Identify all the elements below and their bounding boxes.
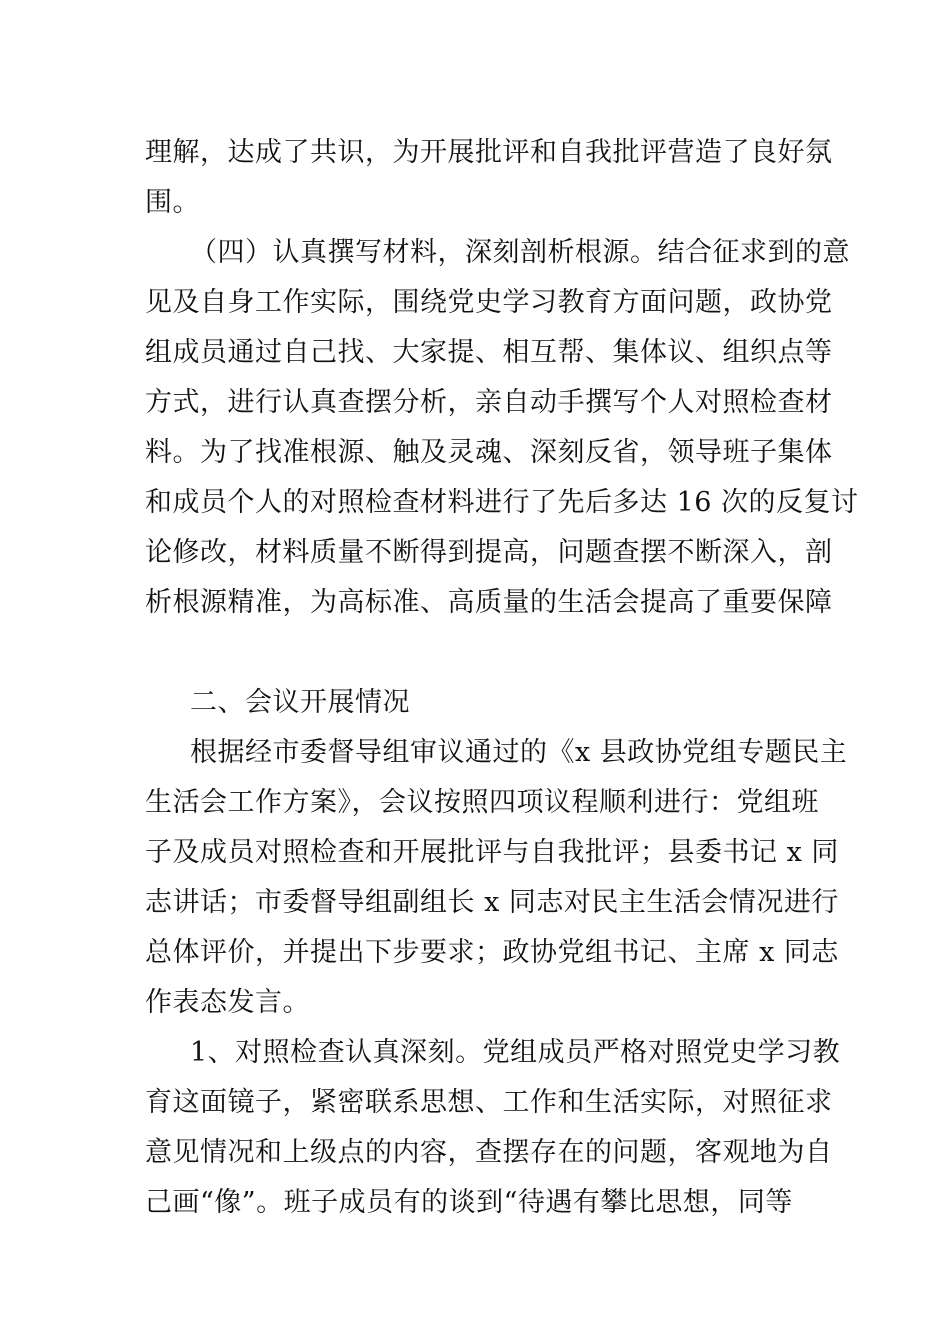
text-line: 总体评价，并提出下步要求；政协党组书记、主席 x 同志 bbox=[145, 937, 839, 968]
text-line: 方式，进行认真查摆分析，亲自动手撰写个人对照检查材 bbox=[145, 387, 833, 418]
paragraph-heading: （四）认真撰写材料，深刻剖析根源。结合征求到的意 bbox=[190, 237, 850, 268]
text-line: 志讲话；市委督导组副组长 x 同志对民主生活会情况进行 bbox=[145, 887, 839, 918]
text-line: 意见情况和上级点的内容，查摆存在的问题，客观地为自 bbox=[145, 1137, 833, 1168]
section-heading: 二、会议开展情况 bbox=[190, 687, 410, 718]
text-line: 析根源精准，为高标准、高质量的生活会提高了重要保障 bbox=[145, 587, 833, 618]
text-line: 见及自身工作实际，围绕党史学习教育方面问题，政协党 bbox=[145, 287, 833, 318]
text-line: 理解，达成了共识，为开展批评和自我批评营造了良好氛 bbox=[145, 137, 833, 168]
text-line: 围。 bbox=[145, 187, 200, 218]
text-line: 论修改，材料质量不断得到提高，问题查摆不断深入，剖 bbox=[145, 537, 833, 568]
text-line: 作表态发言。 bbox=[145, 987, 310, 1018]
paragraph-heading: 1、对照检查认真深刻。党组成员严格对照党史学习教 bbox=[190, 1037, 841, 1068]
text-line: 生活会工作方案》，会议按照四项议程顺利进行：党组班 bbox=[145, 787, 819, 818]
text-line: 己画“像”。班子成员有的谈到“待遇有攀比思想，同等 bbox=[145, 1187, 793, 1218]
text-line: 子及成员对照检查和开展批评与自我批评；县委书记 x 同 bbox=[145, 837, 839, 868]
text-line: 育这面镜子，紧密联系思想、工作和生活实际，对照征求 bbox=[145, 1087, 833, 1118]
text-line: 和成员个人的对照检查材料进行了先后多达 16 次的反复讨 bbox=[145, 487, 859, 518]
text-line: 组成员通过自己找、大家提、相互帮、集体议、组织点等 bbox=[145, 337, 833, 368]
text-line: 料。为了找准根源、触及灵魂、深刻反省，领导班子集体 bbox=[145, 437, 833, 468]
paragraph-start: 根据经市委督导组审议通过的《x 县政协党组专题民主 bbox=[190, 737, 848, 768]
